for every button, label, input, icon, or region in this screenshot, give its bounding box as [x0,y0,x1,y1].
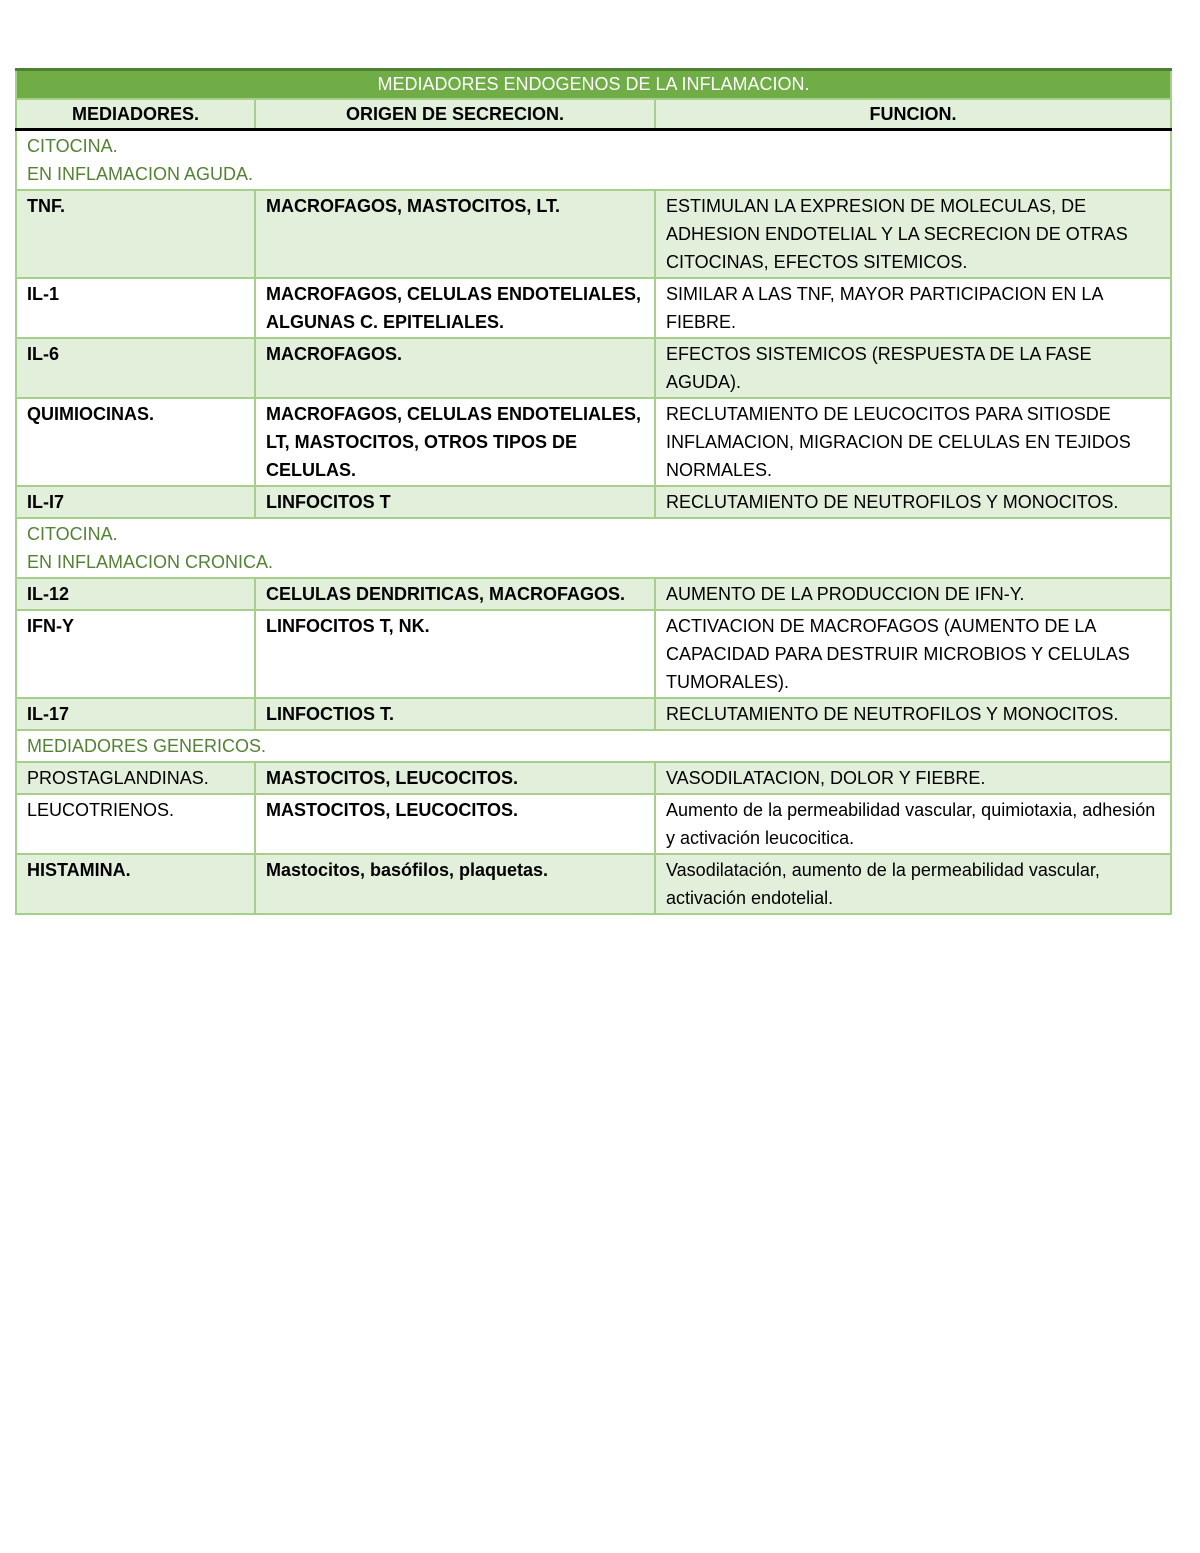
section-heading-chronic [16,518,1171,578]
table-row [16,854,1171,914]
cell-origen: CELULAS DENDRITICAS, MACROFAGOS. [255,578,655,610]
cell-origen: MACROFAGOS. [255,338,655,398]
cell-funcion: SIMILAR A LAS TNF, MAYOR PARTICIPACION EN LA FIEBRE. [655,278,1171,338]
table-row [16,486,1171,518]
title-row [16,70,1171,100]
cell-mediador: IL-17 [16,698,255,730]
table-row [16,794,1171,854]
section-row-chronic [16,518,1171,578]
cell-funcion: Aumento de la permeabilidad vascular, quimiotaxia, adhesión y activación leucocitica. [655,794,1171,854]
cell-origen: Mastocitos, basófilos, plaquetas. [255,854,655,914]
cell-origen: LINFOCITOS T [255,486,655,518]
cell-mediador: IL-1 [16,278,255,338]
cell-funcion: RECLUTAMIENTO DE LEUCOCITOS PARA SITIOSDE INFLAMACION, MIGRACION DE CELULAS EN TEJIDOS NORMALES. [655,398,1171,486]
cell-origen: LINFOCITOS T, NK. [255,610,655,698]
header-funcion: FUNCION. [655,99,1171,130]
cell-funcion: Vasodilatación, aumento de la permeabilidad vascular, activación endotelial. [655,854,1171,914]
cell-mediador: IFN-Y [16,610,255,698]
cell-mediador: TNF. [16,190,255,278]
section-row-generic [16,730,1171,762]
cell-mediador: IL-6 [16,338,255,398]
table-title: MEDIADORES ENDOGENOS DE LA INFLAMACION. [16,70,1171,100]
table-row [16,278,1171,338]
table-row [16,762,1171,794]
header-mediadores: MEDIADORES. [16,99,255,130]
cell-origen: MACROFAGOS, CELULAS ENDOTELIALES, ALGUNAS C. EPITELIALES. [255,278,655,338]
table-row [16,338,1171,398]
header-origen: ORIGEN DE SECRECION. [255,99,655,130]
cell-funcion: ACTIVACION DE MACROFAGOS (AUMENTO DE LA CAPACIDAD PARA DESTRUIR MICROBIOS Y CELULAS TUMORALES). [655,610,1171,698]
cell-mediador: QUIMIOCINAS. [16,398,255,486]
cell-mediador: IL-I7 [16,486,255,518]
cell-funcion: RECLUTAMIENTO DE NEUTROFILOS Y MONOCITOS. [655,486,1171,518]
cell-funcion: AUMENTO DE LA PRODUCCION DE IFN-Y. [655,578,1171,610]
cell-funcion: VASODILATACION, DOLOR Y FIEBRE. [655,762,1171,794]
table-row [16,398,1171,486]
table-row [16,698,1171,730]
section-chronic-line1: CITOCINA. [27,524,118,544]
section-row-acute [16,130,1171,191]
cell-origen: MASTOCITOS, LEUCOCITOS. [255,794,655,854]
section-acute-line1: CITOCINA. [27,136,118,156]
cell-mediador: PROSTAGLANDINAS. [16,762,255,794]
cell-funcion: EFECTOS SISTEMICOS (RESPUESTA DE LA FASE AGUDA). [655,338,1171,398]
cell-mediador: IL-12 [16,578,255,610]
cell-origen: MASTOCITOS, LEUCOCITOS. [255,762,655,794]
section-chronic-line2: EN INFLAMACION CRONICA. [27,552,274,572]
section-heading-acute [16,130,1171,191]
section-acute-line2: EN INFLAMACION AGUDA. [27,164,254,184]
cell-origen: MACROFAGOS, CELULAS ENDOTELIALES, LT, MASTOCITOS, OTROS TIPOS DE CELULAS. [255,398,655,486]
cell-origen: MACROFAGOS, MASTOCITOS, LT. [255,190,655,278]
table-row [16,578,1171,610]
cell-mediador: HISTAMINA. [16,854,255,914]
table-row [16,190,1171,278]
section-heading-generic: MEDIADORES GENERICOS. [16,730,1171,762]
cell-funcion: RECLUTAMIENTO DE NEUTROFILOS Y MONOCITOS. [655,698,1171,730]
cell-funcion: ESTIMULAN LA EXPRESION DE MOLECULAS, DE ADHESION ENDOTELIAL Y LA SECRECION DE OTRAS CITOCINAS, EFECTOS SITEMICOS. [655,190,1171,278]
cell-mediador: LEUCOTRIENOS. [16,794,255,854]
table-row [16,610,1171,698]
mediators-table [15,68,1172,915]
cell-origen: LINFOCTIOS T. [255,698,655,730]
column-header-row [16,99,1171,130]
